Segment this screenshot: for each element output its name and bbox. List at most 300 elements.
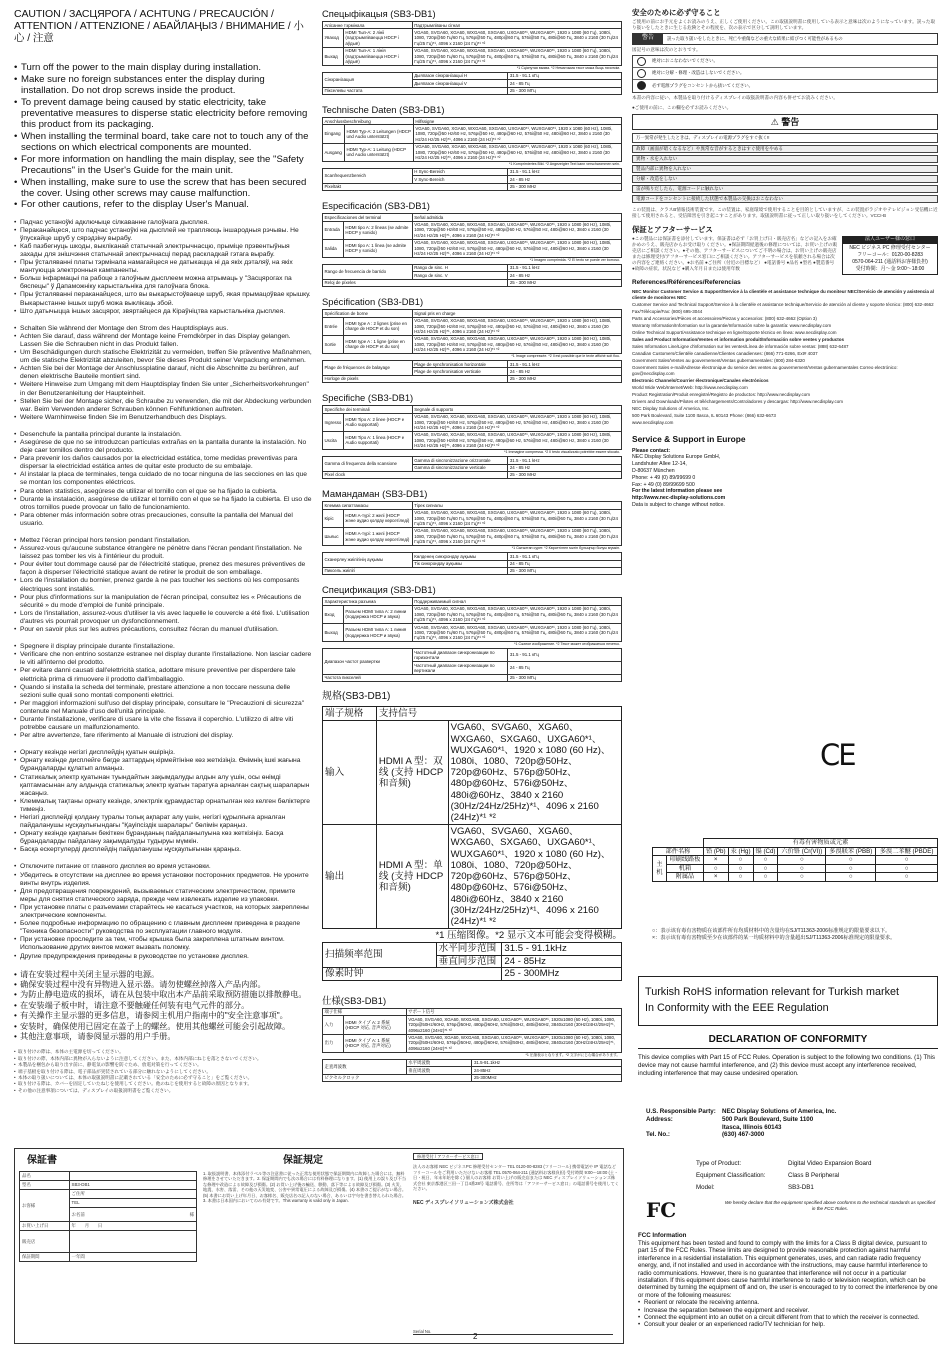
list-item: • For more information on handling the main display, see the "Safety Precautions" in the User's Guide for the main unit. <box>14 154 312 176</box>
spec-ja-t2: ピクセルクロック <box>323 1074 472 1081</box>
reference-line: Government Sales/Ventes au gouvernement/Ventas gubernamentales: (800) 284-6320 <box>632 357 805 363</box>
list-item: • Орнату кезінде негізгі дисплейдің қуатын өшіріңіз. <box>14 749 312 757</box>
spec-zh-t1c: 垂直同步范围 <box>436 955 502 968</box>
list-item: • 取り付けの際、本体内部に異物が入らないように注意してください。また、本体内部にねじを落とさないでください。 <box>14 1056 312 1062</box>
spec-timing-key: Тік синхрондау ауқымы <box>412 560 508 567</box>
reference-line: Warranty Information/Information sur la garantie/Información sobre la garantía: www.necdisplay.com <box>632 322 832 328</box>
spec-ja-h2: サポート信号 <box>406 1008 621 1015</box>
spec-block <box>322 104 622 191</box>
rohs-cell: ○ <box>778 873 826 882</box>
doc-address-key: Address: <box>646 1115 673 1123</box>
spec-pixel-value: 25 - 300 MHz <box>508 183 622 190</box>
spec-header: Тірек сигналы <box>412 502 621 509</box>
warranty-card <box>14 1148 624 1344</box>
list-item: • Achten Sie darauf, dass während der Montage keine Fremdkörper in das Display gelangen. Lassen Sie die Schrauben nicht in das Produkt fallen. <box>14 333 312 349</box>
spec-timing-label: Сканерлеу жиілігінің ауқымы <box>323 553 413 568</box>
jp-safety-title: 安全のために必ず守ること <box>632 8 721 17</box>
jp-safety-intro: ご使用の前にお手元をよくお読みのうえ、正しくご使用ください。この取扱説明書に使用している表示と意味は次のようになっています。誤った取り扱いをしたときに生じる危険とその程度を、次の表示で区分して説明しています。 <box>632 19 936 30</box>
list-item: • Pour en savoir plus sur les autres précautions, consultez l'écran du manuel d'utilisation. <box>14 626 312 634</box>
caution-list-fr <box>14 537 312 634</box>
rohs-col: 六价铬 (Cr(VI)) <box>778 847 826 856</box>
rohs-col: 铅 (Pb) <box>703 847 728 856</box>
caution-list-ja <box>14 1049 312 1094</box>
spec-ja-t1c: 垂直周波数 <box>406 1067 472 1074</box>
spec-in-signal: VGA60, SVGA60, XGA60, WXGA60, SXGA60, UXGA60*¹, WUXGA60*¹, 1920 x 1080 (60 Гц), 1080i, 1080, 720p@50 Гц/60 Гц, 576p@50 Гц, 480p@60 Гц, 576i@50 Гц, 480i@60 Гц, 3840 x 2160 (30 Гц/24 Гц/25 Гц)*¹, 4096 x 2160 (24 Гц)*¹ *² <box>412 29 621 47</box>
spec-zh-note: *1 压缩图像。*2 显示文本可能会变得模糊。 <box>435 930 622 942</box>
caution-list-es <box>14 431 312 528</box>
warranty-row-label: お買い上げ日 <box>20 1222 70 1231</box>
spec-zh-t1b: 31.5 - 91.1kHz <box>502 943 622 956</box>
europe-line: Data is subject to change without notice. <box>632 501 725 508</box>
references-list <box>632 289 938 426</box>
spec-ja-t1: 走査周波数 <box>323 1059 407 1074</box>
rohs-cell: ○ <box>753 864 778 873</box>
europe-line: Landshuter Allee 12-14, <box>632 461 687 468</box>
spec-ja-h1: 端子仕様 <box>323 1008 407 1015</box>
list-item: • 端子基板を取り付ける際は、電子部品が実装されている部分に触れないようにしてください。 <box>14 1069 312 1075</box>
spec-out-desc: HDMI Тып-A: 1 лінія (падтрымліваецца HDCP і аўдыё) <box>343 47 412 65</box>
spec-timing <box>322 648 622 682</box>
spec-header: Signal pris en charge <box>412 310 621 317</box>
spec-zh-in-desc: HDMI A 型：双线 (支持 HDCP 和音频) <box>376 721 448 825</box>
doc-class-value: Class B Peripheral <box>788 1172 840 1179</box>
spec-note: *1 Immagine compressa. *2 Il testo visualizzato potrebbe essere sfocato. <box>504 450 620 455</box>
turkish-line2: In Conformity with the EEE Regulation <box>645 1002 829 1014</box>
spec-in-signal: VGA60, SVGA60, XGA60, WXGA60, SXGA60, UXGA60*¹, WUXGA60*¹, 1920 x 1080 (60 Hz), 1080i, 1080, 720p@50 Hz/60 Hz, 576p@50 Hz, 480p@60 Hz, 576i@50 Hz, 480i@60 Hz, 3840 x 2160 (30 Hz/24 Hz/25 Hz)*¹, 4096 x 2160 (24 Hz)*¹ *² <box>412 221 621 239</box>
list-item: • When installing, make sure to use the screw that has been secured the cover. Using other screws may cause malfunction. <box>14 177 312 199</box>
spec-timing <box>322 552 622 575</box>
spec-header: Señal admitida <box>412 214 621 221</box>
caution-list-de <box>14 325 312 422</box>
list-item: • Негізгі дисплейді қолдану туралы толық ақпарат алу үшін, негізгі құрылғыға арналған пайдаланушы нұсқаулығындағы "Қауіпсіздік шаралары" бөлімін қараңыз. <box>14 814 312 830</box>
rohs-cell: ○ <box>876 873 938 882</box>
list-item: • Al instalar la placa de terminales, tenga cuidado de no tocar ninguna de las secciones en las que se montan los componentes eléctricos. <box>14 471 312 487</box>
spec-pixel-label: Пиксель жиілігі <box>323 567 508 574</box>
spec-in-signal: VGA60, SVGA60, XGA60, WXGA60, SXGA60, UXGA60*¹, WUXGA60*¹, 1920 x 1080 (60 Hz), 1080i, 1080, 720p@50 Hz/60 Hz, 576p@50 Hz, 480p@60 Hz, 576i@50 Hz, 480i@60 Hz, 3840 x 2160 (30 Hz/24 Hz/25 Hz)*¹, 4096 x 2160 (24 Hz)*¹ *² <box>412 317 621 335</box>
europe-contact <box>632 448 938 509</box>
spec-timing-value: 31.5 - 91.1 kHz <box>508 361 622 368</box>
list-item: • To prevent damage being caused by static electricity, take preventative measures to disperse static electricity before removing this product from its packaging. <box>14 97 312 131</box>
list-item: • Отключите питание от главного дисплея во время установки. <box>14 863 312 871</box>
list-item: • Больш інфармацыі па рабоце з галоўным дысплеем можна атрымаць у "Засцярогах па бяспецы" ў Дапаможніку карыстальніка для галоўнага блока. <box>14 275 312 291</box>
spec-ja-in-desc: HDMI タイプ A: 2 系統 (HDCP 対応, 音声対応) <box>343 1016 406 1034</box>
list-item: • Пры ўсталяванні платы тэрмінала намагайцеся не датыкацца ні да якіх дэталяў, на якіх мантуюцца электронныя кампаненты. <box>14 259 312 275</box>
spec-zh-h1: 端子规格 <box>323 707 377 721</box>
spec-zh-out-label: 输出 <box>323 825 377 929</box>
spec-in-label: Eingang <box>323 125 345 143</box>
spec-zh-t1: 扫描频率范围 <box>323 943 437 968</box>
spec-header: Spécification de borne <box>323 310 413 317</box>
jp-warning-sections <box>632 133 938 203</box>
doc-type-value: Digital Video Expansion Board <box>788 1160 872 1167</box>
list-item: • Weitere Hinweise zum Umgang mit dem Hauptdisplay finden Sie unter „Sicherheitsvorkehrungen" in der Benutzeranleitung der Haupteinheit. <box>14 381 312 397</box>
list-item: • 取り付けの際は、本体の主電源を切ってください。 <box>14 1049 312 1055</box>
spec-in-label: Entrée <box>323 317 344 335</box>
spec-timing-key: Дыяпазон сінхранізацыі V <box>412 80 508 87</box>
spec-out-desc: HDMI Typ-A: 1 Leitung (HDCP und Audio unterstützt) <box>345 143 414 161</box>
list-item: • 安装时，确保使用已固定在盖子上的螺丝。使用其他螺丝可能会引起故障。 <box>14 1022 312 1032</box>
spec-timing-key: Gamma di sincronizzazione orizzontale <box>412 457 508 464</box>
spec-timing <box>322 360 622 383</box>
spec-header: Клемма сипаттамасы <box>323 502 413 509</box>
spec-pixel-label: Horloge de pixels <box>323 375 508 382</box>
spec-title: Спецификация (SB3-DB1) <box>322 584 436 596</box>
jp-icon-row <box>633 56 937 68</box>
jp-note1: 本書の内容に従い、本製品を取り付けるディスプレイの取扱説明書の内容も併せてお読みください。 <box>632 94 838 100</box>
spec-timing-value: 24 - 85 Hz <box>508 176 622 183</box>
warranty-date: 年 月 日 <box>69 1222 196 1231</box>
spec-timing-label: Сінхранізацыя <box>323 72 413 87</box>
list-item: • Um Beschädigungen durch statische Elektrizität zu vermeiden, treffen Sie präventive Maßnahmen, um die statische Elektrizität abzuleiten, bevor Sie dieses Produkt seiner Verpackung entnehmen. <box>14 349 312 365</box>
jp-note2: ●ご使用の前に、この欄を必ずお読みください。 <box>632 104 732 110</box>
spec-pixel-label: Пікселевы частата <box>323 87 508 94</box>
spec-out-desc: HDMI tipo A: 1 línea (se admite HDCP y sonido) <box>343 239 412 257</box>
warranty-row-label: 品名 <box>20 1172 70 1181</box>
rohs-cell: ○ <box>728 864 753 873</box>
spec-pixel-value: 25 - 300 MHz <box>508 375 622 382</box>
spec-out-signal: VGA60, SVGA60, XGA60, WXGA60, SXGA60, UXGA60*¹, WUXGA60*¹, 1920 x 1080 (60 Hz), 1080i, 1080, 720p@50 Hz/60 Hz, 576p@50 Hz, 480p@60 Hz, 576i@50 Hz, 480i@60 Hz, 3840 x 2160 (30 Hz/24 Hz/25 Hz)*¹, 4096 x 2160 (24 Hz)*¹ *² <box>412 239 621 257</box>
list-item: • Assurez-vous qu'aucune substance étrangère ne pénètre dans l'écran pendant l'installation. Ne laissez pas tomber les vis à l'intérieur du produit. <box>14 545 312 561</box>
jp-icon-text: 必ず電源プラグをコンセントから抜いてください。 <box>652 82 753 88</box>
spec-out-desc: HDMI type A : 1 ligne (prise en charge de HDCP et du son) <box>343 335 412 353</box>
europe-line: Phone: + 49 (0) 89/99699 0 <box>632 474 696 481</box>
warranty-model: SB3-DB1 <box>69 1181 196 1190</box>
spec-in-signal: VGA60, SVGA60, XGA60, WXGA60, SXGA60, UXGA60*¹, WUXGA60*¹, 1920 x 1080 (60 Гц), 1080i, 1080, 720p@50 Гц/60 Гц, 576p@50 Гц, 480p@60 Гц, 576i@50 Гц, 480i@60 Гц, 3840 x 2160 (30 Гц/24 Гц/25 Гц)*¹, 4096 x 2160 (24 Гц)*¹ *² <box>412 509 621 527</box>
list-item: • Lors de l'installation du bornier, prenez garde à ne pas toucher les sections où les composants électriques sont installés. <box>14 577 312 593</box>
list-item: • Другие предупреждения приведены в руководстве по установке дисплея. <box>14 953 312 961</box>
jp-warning-section: 異物・水を入れない <box>632 155 938 163</box>
list-item: • Пры ўсталяванні пераканайцеся, што вы выкарыстоўваеце шруб, якая прымацоўвае крышку. Выкарыстанне іншых шруб можа выклікаць збой. <box>14 291 312 307</box>
reference-line: Parts and Accessories/Pièces et accessoires/Piezas y accesorios: (800) 632-4662 (Option 3) <box>632 315 817 321</box>
jp-nec-tel: 0570-064-211 (通話料お客様負担) <box>852 258 928 265</box>
list-item: • その他の注意事項については、ディスプレイの取扱説明書をご覧ください。 <box>14 1088 312 1094</box>
spec-note: *1 Image compressée. *2 Il est possible que le texte affiché soit flou. <box>511 354 620 359</box>
jp-warning-section: 電源コードをコンセントに接続した状態で本製品の交換はおこなわない <box>632 195 938 203</box>
rohs-cell: ○ <box>778 864 826 873</box>
rohs-notes <box>652 928 938 942</box>
spec-title: Spécification (SB3-DB1) <box>322 296 424 308</box>
spec-timing-key: Частотный диапазон синхронизации по горизонтали <box>412 649 508 662</box>
list-item: • 为防止静电造成的损坏，请在从包装中取出本产品前采取预防措施以排散静电。 <box>14 990 312 1000</box>
europe-line: http://www.nec-display-solutions.com <box>632 495 726 502</box>
spec-timing-key: Дыяпазон сінхранізацыі Н <box>412 72 508 79</box>
list-item: • 有关操作主显示器的更多信息，请参阅主机用户指南中的"安全注意事项"。 <box>14 1011 312 1021</box>
spec-in-desc: HDMI Tipo A: 2 linee (HDCP e Audio supportati) <box>343 413 412 431</box>
spec-ja-in-signal: VGA60, SVGA60, XGA60, WXGA60, SXGA60, UXGA60*¹, WUXGA60*¹, 1920x1080 (60 Hz), 1080i, 1080, 720p@50Hz/60Hz, 576p@50Hz, 480p@60Hz, 576i@50Hz, 480i@60Hz, 3840x2160 (30Hz/24Hz/25Hz)*¹, 4096x2160 (24Hz)*¹ *² <box>406 1016 621 1034</box>
list-item: • Для предотвращения повреждений, вызываемых статическим электричеством, примите меры для снятия статического заряда, прежде чем извлекать изделие из упаковки. <box>14 888 312 904</box>
warranty-row-label: 販売店 <box>20 1231 70 1253</box>
spec-note: *1 Сығылған сурет. *2 Көрсетілген мәтін бұлыңғыр болуы мүмкін. <box>511 546 620 551</box>
spec-block-zh <box>322 691 622 981</box>
list-item: • Пераканайцеся, што падчас устаноўкі на дысплей не трапляюць іншародныя рэчывы. Не ўпускайце шруб у сярэдзіну вырабу. <box>14 227 312 243</box>
spec-out-signal: VGA60, SVGA60, XGA60, WXGA60, SXGA60, UXGA60*¹, WUXGA60*¹, 1920 x 1080 (60 Hz), 1080i, 1080, 720p@50 Hz/60 Hz, 576p@50 Hz, 480p@60 Hz, 576i@50 Hz, 480i@60 Hz, 3840 x 2160 (30 Hz/24 Hz/25 Hz)*¹, 4096 x 2160 (24 Hz)*¹ *² <box>412 431 621 449</box>
spec-timing-value: 31.5 - 91.1 кГц <box>508 72 622 79</box>
spec-table <box>322 405 622 450</box>
doc-party <box>646 1108 936 1139</box>
warranty-row-label: 型名 <box>20 1181 70 1190</box>
spec-title-ja: 仕様(SB3-DB1) <box>322 994 387 1006</box>
reference-line: 500 Park Boulevard, Suite 1100 Itasca, IL 60143 Phone: (866) 632-6673 <box>632 412 776 418</box>
list-item: • Pour éviter tout dommage causé par de l'électricité statique, prenez des mesures préventives de façon à disperser l'électricité statique avant de retirer le produit de son emballage. <box>14 561 312 577</box>
jp-nec-box <box>842 236 938 275</box>
rohs-part-label: 部件名称 <box>653 847 704 856</box>
spec-zh-h2: 支持信号 <box>376 707 621 721</box>
warranty-row-label: 保証期間 <box>20 1253 70 1262</box>
list-item: • Падчас устаноўкі адключыце сілкаванне галоўнага дысплея. <box>14 219 312 227</box>
jp-nec-free: フリーコール：0120-00-8283 <box>857 251 923 258</box>
caution-list-be <box>14 219 312 316</box>
specifications-column <box>322 8 622 1326</box>
warranty-title: 保証書 <box>27 1155 57 1166</box>
list-item: • 在安装端子板中时，请注意不要触碰任何装有电气元件的部分。 <box>14 1001 312 1011</box>
list-item: • 确保安装过程中没有异物进入显示器。请勿使螺丝掉落入产品内部。 <box>14 980 312 990</box>
spec-table <box>322 213 622 258</box>
jp-after-block <box>632 236 938 275</box>
spec-table <box>322 309 622 354</box>
rohs-cell: ○ <box>753 856 778 865</box>
spec-timing-label: Диапазон частот развертки <box>323 649 413 675</box>
cautions-column <box>14 8 312 1336</box>
spec-block <box>322 296 622 383</box>
jp-nec-time: 受付時間：月〜金 9:00〜18:00 <box>855 265 925 272</box>
rohs-row-name: 附属品 <box>667 873 704 882</box>
warranty-contact-head: 修理受付 / アフターサービス窓口 <box>413 1153 483 1160</box>
spec-in-desc: HDMI Тып-A: 2 лініі (падтрымліваецца HDCP і аўдыё) <box>343 29 412 47</box>
spec-ja-t1a: 水平周波数 <box>406 1059 472 1066</box>
doc-party-key: U.S. Responsible Party: <box>646 1108 716 1115</box>
warranty-sama: 様 <box>189 1211 194 1217</box>
spec-timing-label: Rango de frecuencia de barrido <box>323 264 413 279</box>
warranty-serial: Serial No. <box>413 1329 613 1335</box>
spec-out-desc: HDMI A-түрі: 1 желі (HDCP және аудио қолдау көрсетіледі) <box>343 527 412 545</box>
rohs-cell: × <box>703 873 728 882</box>
spec-in-desc: HDMI Typ-A: 2 Leitungen (HDCP und Audio unterstützt) <box>345 125 414 143</box>
spec-timing-value: 31.5 - 91.1 kHz <box>508 168 622 175</box>
spec-pixel-label: Reloj de píxeles <box>323 279 508 286</box>
reference-line: Product Registration/Produit enregistré/Registro de productos: http://www.necdisplay.com <box>632 391 811 397</box>
spec-timing-key: Rango de sinc. V <box>412 272 508 279</box>
spec-ja-t1d: 24-85Hz <box>472 1067 622 1074</box>
jp-warning-section: 製品内部に異物を入れない <box>632 165 938 173</box>
warranty-row-label: ご住所 <box>69 1190 196 1199</box>
spec-zh-in-label: 输入 <box>323 721 377 825</box>
list-item: • При установке платы с разъемами старайтесь не касаться участков, на которых закреплены электрические компоненты. <box>14 904 312 920</box>
jp-after-text: ●この製品には保証書を添付しています。保証書は必ず「お買上げ日・販売店名」などの記入をお確かめのうえ、販売店からお受け取りください。●保証期間経過後の修理については、お買い上げの販売店にご相談ください。●その他、アフターサービスについてご不明の場合は、お買い上げの販売店または修理受付/アフターサービス窓口にご相談ください。アフターサービスを依頼される場合は次の内容をご連絡ください。●お名前 ●ご住所（付近の目標など） ●電話番号 ●品名 ●型名 ●製造番号 ●故障の症状、状況など ●購入年月日または使用年数 <box>632 235 838 271</box>
caution-list-kk <box>14 749 312 854</box>
spec-ja-t1b: 31.5-91.1kHz <box>472 1059 622 1066</box>
spec-note: *1 Сжатое изображение. *2 Текст может отображаться нечетко. <box>514 642 620 647</box>
list-item: • Lors de l'installation, assurez-vous d'utiliser la vis avec laquelle le couvercle a été fixé. L'utilisation d'autres vis pourrait provoquer un dysfonctionnement. <box>14 610 312 626</box>
spec-block <box>322 488 622 575</box>
reference-line: Canadian Customers/Clientèle canadienne/Clientes canadienses: (866) 771-0266, Ext# 4037 <box>632 350 818 356</box>
spec-in-desc: Разъем HDMI типа A: 2 линии (поддержка HDCP и звука) <box>343 605 412 623</box>
turkish-rohs-box <box>638 976 938 1026</box>
spec-timing <box>322 168 622 191</box>
doc-party-value: NEC Display Solutions of America, Inc. <box>722 1108 837 1115</box>
spec-zh-timing <box>322 942 622 981</box>
spec-header: Апісанне тэрмінала <box>323 22 413 29</box>
spec-in-label: Кіріс <box>323 509 344 527</box>
list-item: • Connect the equipment into an outlet on a circuit different from that to which the receiver is connected. <box>638 1314 938 1321</box>
reference-line: NEC Monitor Customer Service & Support/Service à la clientèle et assistance technique du moniteur NEC/Servicio de atención y asistencia al cliente de monitores NEC <box>632 288 934 300</box>
rohs-cell: ○ <box>826 856 876 865</box>
jp-icon-row <box>633 68 937 80</box>
spec-note: *1 Komprimiertes Bild. *2 Angezeigter Text kann verschwommen sein. <box>509 161 620 166</box>
spec-block <box>322 200 622 287</box>
spec-pixel-value: 25 - 300 МГц <box>508 674 622 681</box>
spec-in-label: Вход <box>323 605 344 623</box>
spec-in-signal: VGA60, SVGA60, XGA60, WXGA60, SXGA60, UXGA60*¹, WUXGA60*¹, 1920 x 1080 (60 Hz), 1080i, 1080, 720p@50 Hz/60 Hz, 576p@50 Hz, 480p@60 Hz, 576i@50 Hz, 480i@60 Hz, 3840 x 2160 (30 Hz/24 Hz/25 Hz)*¹, 4096 x 2160 (24 Hz)*¹ *² <box>412 413 621 431</box>
reference-line: Fax/Télécopie/Fax: (800) 695-3044 <box>632 308 703 314</box>
spec-timing <box>322 264 622 287</box>
list-item: • Turn off the power to the main display during installation. <box>14 62 312 73</box>
doc-tel-value: (630) 467-3000 <box>722 1131 765 1139</box>
doc-product <box>696 1158 936 1194</box>
spec-out-signal: VGA60, SVGA60, XGA60, WXGA60, SXGA60, UXGA60*¹, WUXGA60*¹, 1920 x 1080 (60 Гц), 1080i, 1080, 720p@50 Гц/60 Гц, 576p@50 Гц, 480p@60 Гц, 576i@50 Гц, 480i@60 Гц, 3840 x 2160 (30 Гц/24 Гц/25 Гц)*¹, 4096 x 2160 (24 Гц)*¹ *² <box>412 624 621 642</box>
list-item: • Durante l'installazione, verificare di usare la vite che fissava il coperchio. L'utilizzo di altre viti potrebbe causare un malfunzionamento. <box>14 716 312 732</box>
spec-pixel-value: 25 - 300 МГц <box>508 87 622 94</box>
spec-timing <box>322 456 622 479</box>
caution-list-zh <box>14 970 312 1043</box>
list-item: • Increase the separation between the equipment and receiver. <box>638 1307 938 1314</box>
warranty-terms-text: 1. 取扱説明書、本体添付ラベル等の注意書に従った正常な使用状態で保証期間内に故障した場合には、無料修理をさせていただきます。2. 保証期間内でも次の場合には有料修理になります。(1) 使用上の誤り及び不当な修理や改造による故障及び損傷。(2) お買い上げ後の輸送、移動、落下等による故障及び損傷。(3) 火災、地震、水害、落雷、その他の天災地変、公害や異常電圧による故障及び損傷。(4) 本書のご提示がない場合。(5) 本書にお買い上げ年月日、お客様名、販売店名の記入のない場合、あるいは字句を書き替えられた場合。3. 本書は日本国内においてのみ有効です。This warranty is valid only in Japan. <box>203 1171 407 1204</box>
rohs-group: 主机 <box>653 856 667 882</box>
list-item: • Asegúrese de que no se introduzcan partículas extrañas en la pantalla durante la instalación. No deje caer tornillos dentro del producto. <box>14 439 312 455</box>
list-item: • Более подробные информацию по обращению с главным дисплеем приведена в разделе "Техника безопасности" руководства по эксплуатации главного модуля. <box>14 920 312 936</box>
warranty-row-label: お名前 <box>71 1211 85 1217</box>
spec-timing-value: 24 - 85 Hz <box>508 368 622 375</box>
list-item: • Каб пазбегнуць шкоды, выкліканай статычнай электрычнасцю, прыміце прэвентыўныя захады для знішчэння статычнай электрычнасці перад раскладкай гэтага вырабу. <box>14 243 312 259</box>
list-item: • Verificare che non entrino sostanze estranee nel display durante l'installazione. Non lasciar cadere le viti all'interno del prodotto. <box>14 651 312 667</box>
fc-logo-icon: FC <box>646 1198 677 1222</box>
ce-mark-icon: CE <box>820 738 855 772</box>
list-item: • 取り付ける際は、カバーを固定していたねじを使用してください。他のねじを使用すると故障の原因となります。 <box>14 1081 312 1087</box>
list-item: • Desenchufe la pantalla principal durante la instalación. <box>14 431 312 439</box>
spec-timing-value: 31.5 - 91.1 кГц <box>508 553 622 560</box>
page-number: 2 <box>473 1332 478 1341</box>
jp-icon-intro: 図記号の意味は次のとおりです。 <box>632 46 701 52</box>
rohs-note-o: ○：表示该有毒有害物质在该部件所有均质材料中的含量均在SJ/T11363-2006标准规定的限量要求以下。 <box>652 928 891 934</box>
jp-icon-row <box>633 80 937 92</box>
spec-timing-value: 24 - 85 Hz <box>508 464 622 471</box>
jp-warning-bar <box>632 114 938 130</box>
spec-zh-t1d: 24 - 85Hz <box>502 955 622 968</box>
spec-in-label: Entrada <box>323 221 344 239</box>
reference-line: Online Technical Support/Assistance technique en ligne/Soporte técnico en línea: www.necdisplay.com <box>632 329 837 335</box>
rohs-cell: ○ <box>826 873 876 882</box>
right-column <box>632 8 938 1344</box>
spec-note: *1 Сціснутая выява. *2 Немагчыма тэкст можа быць нячоткім. <box>516 65 620 70</box>
spec-table-zh <box>322 706 622 929</box>
spec-zh-out-signal: VGA60、SVGA60、XGA60、WXGA60、SXGA60、UXGA60*¹、WUXGA60*¹、1920 x 1080 (60 Hz)、1080i、1080、720p@50Hz、720p@60Hz、576p@50Hz、480p@60Hz、576i@50Hz、480i@60Hz、3840 x 2160 (30Hz/24Hz/25Hz)*¹、4096 x 2160 (24Hz)*¹ *² <box>448 825 621 929</box>
fc-declaration: We hereby declare that the equipment specified above conforms to the technical standards as specified in the FCC Rules. <box>724 1200 936 1211</box>
spec-title: Technische Daten (SB3-DB1) <box>322 104 445 116</box>
list-item: • Reorient or relocate the receiving antenna. <box>638 1299 938 1306</box>
rohs-cell: ○ <box>728 856 753 865</box>
list-item: • Орнату кезінде дисплейге бөгде заттардың кірмейтініне көз жеткізіңіз. Өнімнің ішкі жағына бұрандаларды құлатып алмаңыз. <box>14 757 312 773</box>
caution-list-en <box>14 62 312 211</box>
spec-timing-value: 24 - 85 Гц <box>508 662 622 675</box>
spec-zh-out-desc: HDMI A 型：单线 (支持 HDCP 和音频) <box>376 825 448 929</box>
list-item: • Achten Sie bei der Montage der Anschlussplatine darauf, nicht die Abschnitte zu berühren, auf denen elektrische Bauteile montiert sind. <box>14 365 312 381</box>
spec-out-desc: Разъем HDMI типа A: 1 линия (поддержка HDCP и звука) <box>343 624 412 642</box>
list-item: • Para obten statistics, asegúrese de utilizar el tornillo con el que se ha fijado la cubierta. <box>14 488 312 496</box>
jp-warning-section: 故障（画面が暗くなるなど）や異常な音がするときはすぐ使用をやめる <box>632 145 938 153</box>
rohs-cell: ○ <box>876 864 938 873</box>
list-item: • Make sure no foreign substances enter the display during installation. Do not drop screws inside the product. <box>14 74 312 96</box>
spec-timing-key: H Sync-Bereich <box>412 168 508 175</box>
rohs-cell: ○ <box>753 873 778 882</box>
spec-table <box>322 597 622 642</box>
rohs-cell: ○ <box>703 864 728 873</box>
jp-after-title: 保証とアフターサービス <box>632 224 713 234</box>
spec-tables <box>322 8 622 682</box>
spec-out-desc: HDMI Tipo A: 1 linea (HDCP e Audio supportati) <box>343 431 412 449</box>
spec-timing-value: 24 - 85 Гц <box>508 560 622 567</box>
spec-pixel-value: 25 - 300 МГц <box>508 567 622 574</box>
rohs-col: 汞 (Hg) <box>728 847 753 856</box>
spec-out-label: Sortie <box>323 335 344 353</box>
spec-title: Especificación (SB3-DB1) <box>322 200 430 212</box>
warranty-form <box>19 1153 197 1262</box>
spec-table-ja <box>322 1008 622 1053</box>
jp-warn-text: 誤った取り扱いをしたときに、死亡や重傷などの重大な結果に結びつく可能性があるもの <box>667 36 843 41</box>
list-item: • Статикалық электр қуатынан туындайтын зақымдалуды алдын алу үшін, осы өнімді қаптамасынан алу алдында статикалық электр қуатын таратуға арналған сақтық шараларын жасаңыз. <box>14 774 312 798</box>
spec-header: Segnale di supporto <box>412 406 621 413</box>
spec-ja-in-label: 入力 <box>323 1016 344 1034</box>
spec-timing-label: Gamma di frequenza della scansione <box>323 457 413 472</box>
list-item: • Per altre avvertenze, fare riferimento al Manuale di istruzioni del display. <box>14 732 312 740</box>
europe-line: Fax: + 49 (0) 89/99699 500 <box>632 481 695 488</box>
warranty-row-label: TEL <box>69 1199 196 1208</box>
doc-address-value: Itasca, Illinois 60143 <box>722 1123 782 1131</box>
prohibited-icon <box>637 57 646 66</box>
spec-in-label: Ingresso <box>323 413 344 431</box>
spec-header: Поддерживаемый сигнал <box>412 598 621 605</box>
rohs-cell: × <box>703 856 728 865</box>
spec-ja-out-signal: VGA60, SVGA60, XGA60, WXGA60, SXGA60, UXGA60*¹, WUXGA60*¹, 1920x1080 (60 Hz), 1080i, 1080, 720p@50Hz/60Hz, 576p@50Hz, 480p@60Hz, 576i@50Hz, 480i@60Hz, 3840x2160 (30Hz/24Hz/25Hz)*¹, 4096x2160 (24Hz)*¹ *² <box>406 1034 621 1052</box>
list-item: • Што датычыцца іншых засцярог, звяртайцеся да Кіраўніцтва карыстальніка дысплея. <box>14 308 312 316</box>
turkish-line1: Turkish RoHS information relevant for Turkish market <box>645 986 900 998</box>
reference-line: Customer Service and Technical Support/Service à la clientèle et assistance technique/Servicio de atención al cliente y soporte técnico: (800) 632-4662 <box>632 301 934 307</box>
spec-block <box>322 584 622 682</box>
list-item: • Spegnere il display principale durante l'installazione. <box>14 643 312 651</box>
spec-in-label: Уваход <box>323 29 344 47</box>
reference-line: Drivers and Downloads/Pilotes et téléchargements/Controladores y descargas: http://www.necdisplay.com <box>632 398 844 404</box>
spec-pixel-label: Pixeltakt <box>323 183 508 190</box>
spec-timing <box>322 72 622 95</box>
reference-line: NEC Display Solutions of America, Inc. <box>632 405 710 411</box>
list-item: • Орнату кезінде қақпағын бекіткен бұранданың пайдаланылуына көз жеткізіңіз. Басқа бұрандаларды пайдалану зақымдалуды тудыруы мүмкін. <box>14 830 312 846</box>
list-item: • 请在安装过程中关闭主显示器的电源。 <box>14 970 312 980</box>
spec-timing-label: Scanfrequenzbereich <box>323 168 413 183</box>
warranty-contact <box>413 1153 619 1334</box>
jp-nec-center: NEC ビジネス PC 修理受付センター <box>849 244 931 251</box>
warranty-form-table <box>19 1171 197 1262</box>
list-item: • Stellen Sie bei der Montage sicher, die Schraube zu verwenden, die mit der Abdeckung verbunden war. Beim Verwenden anderer Schrauben können Fehlfunktionen auftreten. <box>14 398 312 414</box>
spec-table <box>322 117 622 162</box>
list-item: • Per maggiori informazioni sull'uso del display principale, consultare le "Precauzioni di sicurezza" contenute nel Manuale d'uso dell'unità principale. <box>14 700 312 716</box>
rohs-cell: ○ <box>826 864 876 873</box>
spec-timing-key: V Sync-Bereich <box>412 176 508 183</box>
reference-line: Electronic Channels/Courrier électronique/Canales electrónicos <box>632 377 769 383</box>
spec-out-label: Uscita <box>323 431 344 449</box>
jp-nec-box-body <box>842 243 938 275</box>
list-item: • Per evitare danni causati dall'elettricità statica, adottare misure preventive per disperdere tale elettricità prima di rimuovere il prodotto dall'imballaggio. <box>14 667 312 683</box>
spec-title: Мамандаман (SB3-DB1) <box>322 488 428 500</box>
spec-header: Hilfssigne <box>413 118 621 125</box>
list-item: • Durante la instalación, asegúrese de utilizar el tornillo con el que se ha fijado la cubierta. El uso de otros tornillos puede provocar un fallo de funcionamiento. <box>14 496 312 512</box>
